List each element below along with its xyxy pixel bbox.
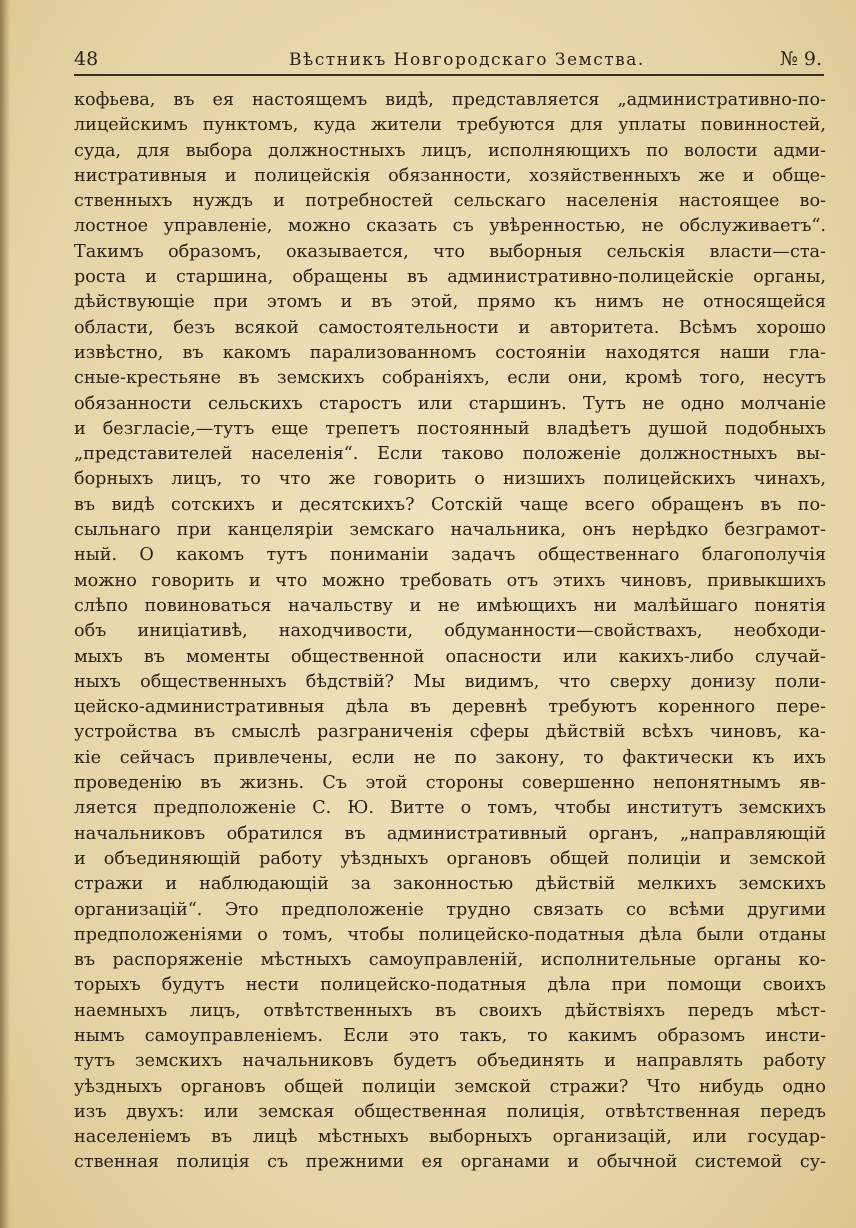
text-line: объ иниціативѣ, находчивости, обдуманности—свойствахъ, необходи- [74,621,826,642]
text-line: обязанности сельскихъ старостъ или старшинъ. Тутъ не одно молчаніе [74,393,826,414]
running-title: Вѣстникъ Новгородскаго Земства. [289,50,645,70]
text-line: извѣстно, въ какомъ парализованномъ состояніи находятся наши гла- [74,342,826,363]
text-line: уѣздныхъ органовъ общей полиціи земской стражи? Что нибудь одно [74,1076,826,1097]
text-line: ственныхъ нуждъ и потребностей сельскаго населенія настоящее во- [74,191,826,212]
header-rule [74,74,824,76]
text-line: лостное управленіе, можно сказать съ увѣренностью, не обслуживаетъ“. [74,216,826,237]
text-line: и безгласіе,—тутъ еще трепетъ постоянный владѣетъ душой подобныхъ [74,418,826,439]
text-line: стражи и наблюдающій за законностью дѣйствій мелкихъ земскихъ [74,874,826,895]
text-line: цейско-административныя дѣла въ деревнѣ требуютъ коренного пере- [74,697,826,718]
text-line: ляется предположеніе С. Ю. Витте о томъ, чтобы институтъ земскихъ [74,798,826,819]
text-line: начальниковъ обратился въ административный органъ, „направляющій [74,823,826,844]
text-line: мыхъ въ моменты общественной опасности или какихъ-либо случай- [74,646,826,667]
page-spine-shadow [0,0,10,1228]
text-line: роста и старшина, обращены въ административно-полицейскіе органы, [74,267,826,288]
text-line: и объединяющій работу уѣздныхъ органовъ общей полиціи и земской [74,848,826,869]
text-line: наемныхъ лицъ, отвѣтственныхъ въ своихъ дѣйствіяхъ передъ мѣст- [74,1000,826,1021]
text-line: предположеніями о томъ, чтобы полицейско-податныя дѣла были отданы [74,924,826,945]
text-line: дѣйствующіе при этомъ и въ этой, прямо къ нимъ не относящейся [74,292,826,313]
text-line: сные-крестьяне въ земскихъ собраніяхъ, если они, кромѣ того, несутъ [74,368,826,389]
page-header [74,44,824,74]
text-line: ственная полиція съ прежними ея органами и обычной системой су- [74,1152,826,1173]
text-line: можно говорить и что можно требовать отъ этихъ чиновъ, привыкшихъ [74,570,826,591]
text-line: борныхъ лицъ, то что же говорить о низшихъ полицейскихъ чинахъ, [74,469,826,490]
text-line: организацій“. Это предположеніе трудно связать со всѣми другими [74,899,826,920]
text-line: въ распоряженіе мѣстныхъ самоуправленій, исполнительные органы ко- [74,950,826,971]
text-line: ный. О какомъ тутъ пониманіи задачъ общественнаго благополучія [74,545,826,566]
text-line: кофьева, въ ея настоящемъ видѣ, представляется „административно-по- [74,90,826,110]
text-line: нымъ самоуправленіемъ. Если это такъ, то какимъ образомъ инсти- [74,1025,826,1046]
text-line: суда, для выбора должностныхъ лицъ, исполняющихъ по волости адми- [74,140,826,161]
text-line: проведенію въ жизнь. Съ этой стороны совершенно непонятнымъ яв- [74,773,826,794]
text-line: сыльнаго при канцеляріи земскаго начальника, онъ нерѣдко безграмот- [74,520,826,541]
text-line: изъ двухъ: или земская общественная полиція, отвѣтственная передъ [74,1101,826,1122]
text-line: кіе сейчасъ привлечены, если не по закону, то фактически къ ихъ [74,747,826,768]
text-line: тутъ земскихъ начальниковъ будетъ объединять и направлять работу [74,1051,826,1072]
text-line: въ видѣ сотскихъ и десятскихъ? Сотскій чаще всего обращенъ въ по- [74,494,826,515]
text-line: области, безъ всякой самостоятельности и авторитета. Всѣмъ хорошо [74,317,826,338]
body-text [74,88,826,1176]
issue-number: № 9. [779,48,822,70]
text-line: Такимъ образомъ, оказывается, что выборныя сельскія власти—ста- [74,241,826,262]
text-line: торыхъ будутъ нести полицейско-податныя дѣла при помощи своихъ [74,975,826,996]
text-line: „представителей населенія“. Если таково положеніе должностныхъ вы- [74,444,826,465]
text-line: устройства въ смыслѣ разграниченія сферы дѣйствій всѣхъ чиновъ, ка- [74,722,826,743]
text-line: слѣпо повиноваться начальству и не имѣющихъ ни малѣйшаго понятія [74,595,826,616]
text-line: лицейскимъ пунктомъ, куда жители требуются для уплаты повинностей, [74,115,826,136]
text-line: нистративныя и полицейскія обязанности, хозяйственныхъ же и обще- [74,165,826,186]
text-line: ныхъ общественныхъ бѣдствій? Мы видимъ, что сверху донизу поли- [74,671,826,692]
page-number: 48 [74,48,99,70]
text-line: населеніемъ въ лицѣ мѣстныхъ выборныхъ организацій, или государ- [74,1127,826,1148]
